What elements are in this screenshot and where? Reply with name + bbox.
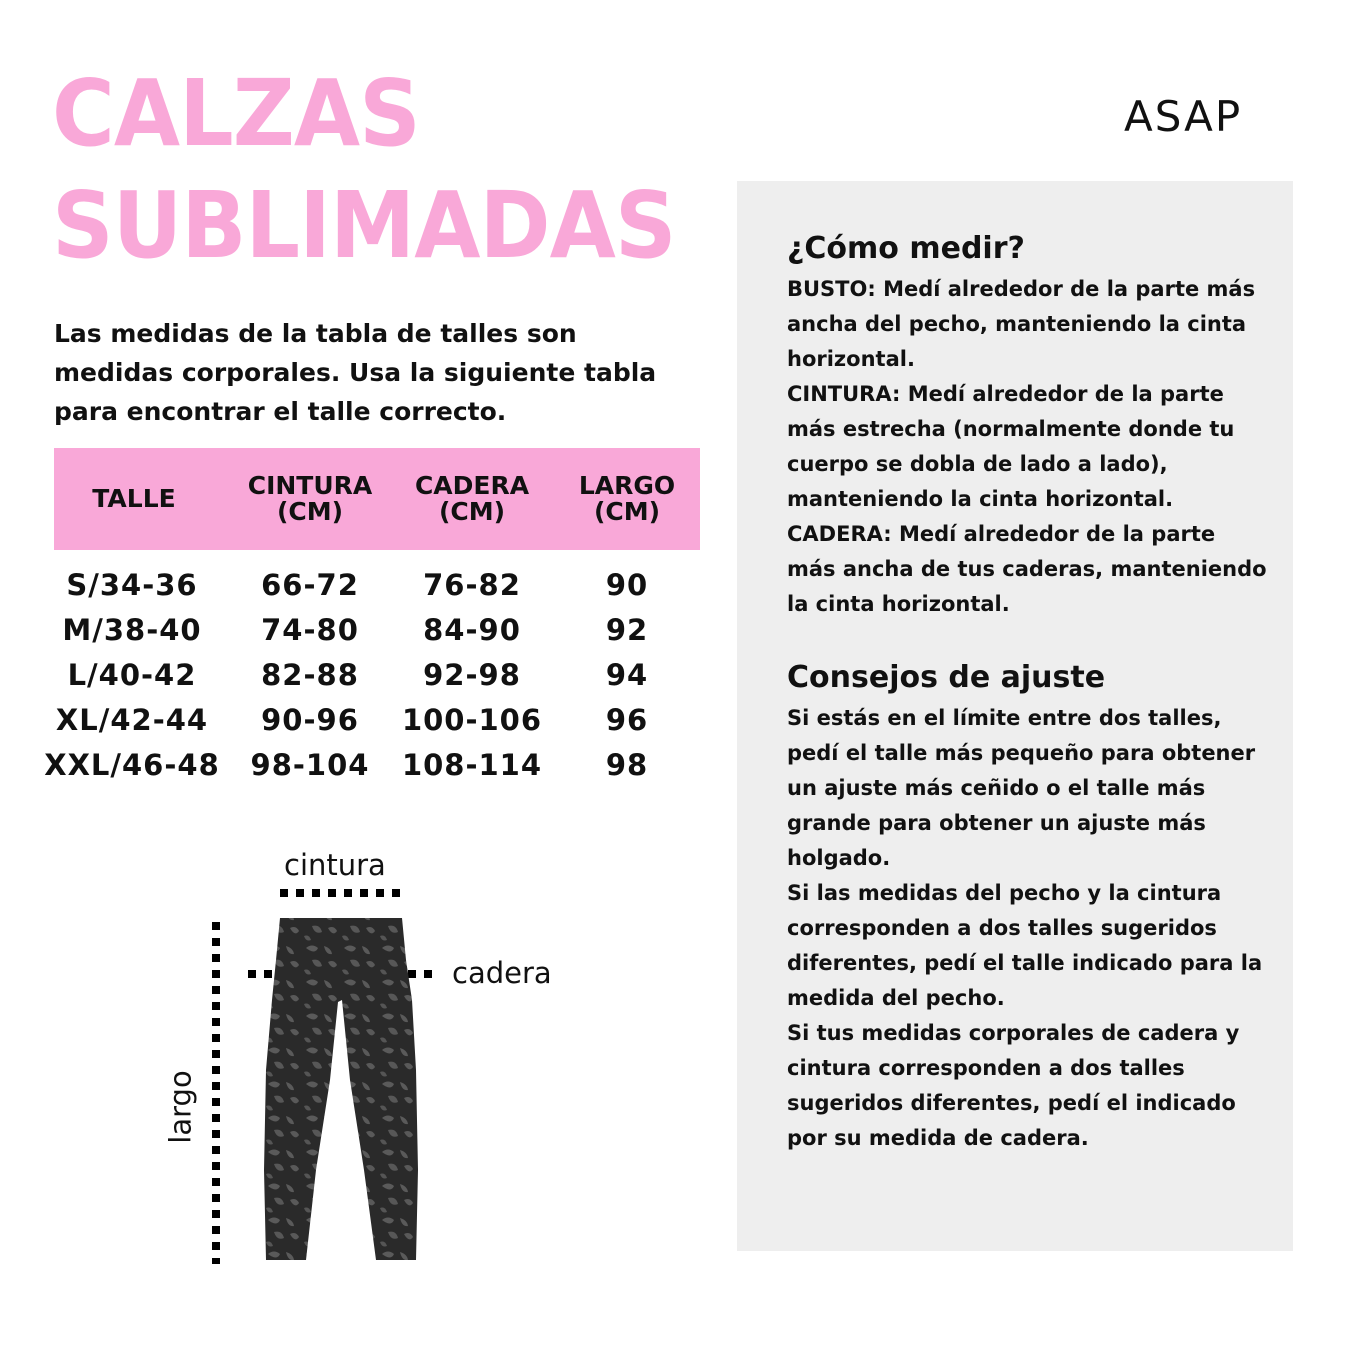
cell-cadera: 92-98 bbox=[423, 657, 521, 692]
leggings-diagram bbox=[150, 840, 590, 1280]
leggings-shape bbox=[264, 918, 418, 1260]
info-panel bbox=[737, 181, 1293, 1251]
tip-1: Si estás en el límite entre dos talles, pedí el talle más pequeño para obtener un ajuste más ceñido o el talle más grande para obtener un ajuste más holgado. bbox=[787, 706, 1256, 870]
table-row bbox=[54, 607, 700, 652]
cell-talle: XXL/46-48 bbox=[44, 747, 220, 782]
title-line-2: SUBLIMADAS bbox=[52, 172, 676, 279]
cell-cintura: 98-104 bbox=[250, 747, 370, 782]
tip-3: Si tus medidas corporales de cadera y cintura corresponden a dos talles sugeridos diferentes, pedí el indicado por su medida de cadera. bbox=[787, 1021, 1240, 1150]
title-line-1: CALZAS bbox=[52, 60, 420, 167]
cell-talle: M/38-40 bbox=[62, 612, 202, 647]
cell-largo: 96 bbox=[605, 702, 649, 737]
cell-largo: 94 bbox=[605, 657, 649, 692]
cell-cadera: 108-114 bbox=[401, 747, 543, 782]
header-talle: TALLE bbox=[92, 484, 176, 513]
measure-cadera: CADERA: Medí alrededor de la parte más ancha de tus caderas, manteniendo la cinta horizontal. bbox=[787, 522, 1267, 616]
page-title bbox=[52, 58, 723, 282]
measure-title: ¿Cómo medir? bbox=[787, 231, 1025, 266]
header-largo: LARGO (CM) bbox=[578, 471, 676, 526]
tip-2: Si las medidas del pecho y la cintura corresponden a dos talles sugeridos diferentes, pedí el talle indicado para la medida del pecho. bbox=[787, 881, 1263, 1010]
cell-talle: L/40-42 bbox=[67, 657, 197, 692]
cell-cintura: 66-72 bbox=[261, 567, 359, 602]
header-cadera: CADERA (CM) bbox=[414, 471, 530, 526]
cell-talle: S/34-36 bbox=[66, 567, 198, 602]
length-label: largo bbox=[163, 1070, 198, 1144]
size-table-body bbox=[44, 562, 700, 787]
tips-title: Consejos de ajuste bbox=[787, 660, 1106, 695]
measure-cintura: CINTURA: Medí alrededor de la parte más estrecha (normalmente donde tu cuerpo se dobla de lado a lado), manteniendo la cinta horizontal. bbox=[787, 382, 1235, 511]
measure-busto: BUSTO: Medí alrededor de la parte más ancha del pecho, manteniendo la cinta horizontal. bbox=[787, 277, 1256, 371]
cell-cadera: 84-90 bbox=[423, 612, 521, 647]
cell-largo: 98 bbox=[605, 747, 649, 782]
leggings-illustration bbox=[150, 840, 590, 1280]
cell-cadera: 76-82 bbox=[423, 567, 521, 602]
table-row bbox=[44, 742, 700, 787]
waist-label: cintura bbox=[284, 848, 386, 882]
cell-largo: 92 bbox=[605, 612, 649, 647]
hip-label: cadera bbox=[452, 956, 552, 990]
table-row bbox=[54, 562, 700, 607]
cell-talle: XL/42-44 bbox=[55, 702, 209, 737]
cell-largo: 90 bbox=[605, 567, 649, 602]
cell-cintura: 74-80 bbox=[261, 612, 359, 647]
cell-cintura: 90-96 bbox=[261, 702, 359, 737]
intro-text: Las medidas de la tabla de talles son medidas corporales. Usa la siguiente tabla para encontrar el talle correcto. bbox=[54, 319, 657, 426]
size-table-header bbox=[54, 448, 700, 550]
cell-cadera: 100-106 bbox=[401, 702, 543, 737]
brand-logo: ASAP bbox=[1124, 92, 1243, 141]
table-row bbox=[54, 697, 700, 742]
header-cintura: CINTURA (CM) bbox=[247, 471, 373, 526]
table-row bbox=[54, 652, 700, 697]
cell-cintura: 82-88 bbox=[261, 657, 359, 692]
